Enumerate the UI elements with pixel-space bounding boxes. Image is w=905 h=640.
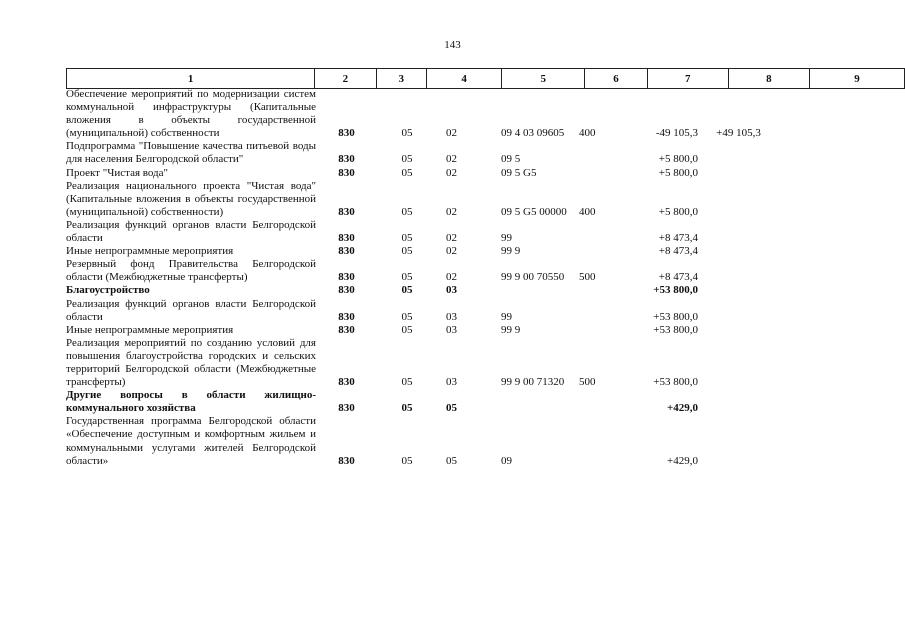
row-ved-cell: 830	[338, 153, 355, 166]
row-csr-cell: 09 5 G5 00000	[501, 205, 567, 218]
row-vr-cell	[574, 140, 617, 166]
row-rz-cell: 05	[401, 454, 413, 467]
row-change-cell: +5 800,0	[658, 153, 698, 166]
row-name-cell: Подпрограмма "Повышение качества питьевой воды для населения Белгородской области"	[66, 140, 316, 166]
table-row	[66, 140, 874, 166]
row-csr-cell: 99 9 00 71320	[501, 376, 565, 389]
row-change-cell: +8 473,4	[658, 232, 698, 245]
header-col-6: 6	[585, 69, 647, 89]
row-empty-cell	[779, 337, 874, 389]
row-csr-cell: 99 9 00 70550	[501, 271, 565, 284]
row-csr-cell: 09 5	[501, 153, 521, 166]
row-rz-cell: 05	[401, 376, 413, 389]
row-pr-cell: 02	[446, 245, 457, 258]
header-col-3: 3	[376, 69, 426, 89]
row-name-cell: Реализация национального проекта "Чистая вода" (Капитальные вложения в объекты государственной (муниципальной) собственности)	[66, 179, 316, 218]
row-change2-cell	[698, 219, 779, 245]
row-empty-cell	[779, 324, 874, 337]
row-csr-cell: 99	[501, 310, 512, 323]
row-csr-cell: 09	[501, 454, 512, 467]
row-pr-cell: 02	[446, 271, 457, 284]
row-pr-cell: 05	[446, 454, 457, 467]
row-pr-cell: 02	[446, 153, 457, 166]
table-row	[66, 337, 874, 389]
table-row	[66, 284, 874, 297]
table-row	[66, 219, 874, 245]
row-vr-cell: 500	[579, 376, 596, 389]
row-change2-cell	[698, 245, 779, 258]
row-vr-cell	[574, 245, 617, 258]
header-col-8: 8	[728, 69, 809, 89]
row-csr-cell: 99	[501, 232, 512, 245]
header-col-4: 4	[427, 69, 502, 89]
row-ved-cell: 830	[338, 454, 355, 467]
page-number: 143	[444, 39, 461, 51]
table-row	[66, 389, 874, 415]
row-empty-cell	[779, 258, 874, 284]
row-change2-cell	[698, 415, 779, 467]
row-name-cell: Иные непрограммные мероприятия	[66, 245, 234, 258]
row-change-cell: +8 473,4	[658, 245, 698, 258]
row-vr-cell	[574, 298, 617, 324]
row-name-cell: Реализация функций органов власти Белгородской области	[66, 218, 316, 245]
row-change-cell: +429,0	[666, 402, 698, 415]
row-name-cell: Другие вопросы в области жилищно-коммунального хозяйства	[66, 389, 316, 415]
row-change2-cell: +49 105,3	[716, 127, 761, 140]
table-row	[66, 298, 874, 324]
row-pr-cell: 02	[446, 205, 457, 218]
row-vr-cell: 400	[579, 205, 596, 218]
row-empty-cell	[779, 219, 874, 245]
row-empty-cell	[779, 245, 874, 258]
budget-table	[66, 88, 874, 468]
table-row	[66, 415, 874, 467]
table-row	[66, 245, 874, 258]
row-empty-cell	[779, 88, 874, 140]
row-change2-cell	[698, 180, 779, 219]
row-csr-cell	[480, 284, 574, 297]
row-change-cell: +53 800,0	[653, 323, 698, 336]
header-col-9: 9	[809, 69, 904, 89]
row-ved-cell: 830	[338, 310, 355, 323]
row-ved-cell: 830	[338, 323, 355, 336]
row-change-cell: +5 800,0	[658, 166, 698, 179]
header-col-7: 7	[647, 69, 728, 89]
row-pr-cell: 03	[446, 376, 457, 389]
row-pr-cell: 02	[446, 232, 457, 245]
row-rz-cell: 05	[401, 323, 413, 336]
table-row	[66, 180, 874, 219]
row-change2-cell	[698, 258, 779, 284]
row-csr-cell	[480, 389, 574, 415]
row-ved-cell: 830	[338, 166, 355, 179]
row-change2-cell	[698, 167, 779, 180]
row-change2-cell	[698, 337, 779, 389]
row-rz-cell: 05	[401, 232, 413, 245]
row-vr-cell	[574, 389, 617, 415]
row-csr-cell: 99 9	[501, 323, 521, 336]
row-vr-cell	[574, 284, 617, 297]
row-ved-cell: 830	[338, 232, 355, 245]
row-rz-cell: 05	[401, 310, 413, 323]
row-empty-cell	[779, 389, 874, 415]
row-change-cell: +429,0	[667, 454, 698, 467]
header-col-1: 1	[67, 69, 315, 89]
row-vr-cell: 500	[579, 271, 596, 284]
row-change2-cell	[698, 284, 779, 297]
row-change-cell: +5 800,0	[658, 205, 698, 218]
row-name-cell: Реализация функций органов власти Белгородской области	[66, 297, 316, 323]
row-change-cell: +53 800,0	[653, 284, 698, 297]
header-col-2: 2	[315, 69, 376, 89]
row-rz-cell: 05	[401, 205, 413, 218]
row-rz-cell: 05	[401, 271, 413, 284]
row-rz-cell: 05	[401, 284, 413, 297]
row-pr-cell: 03	[446, 310, 457, 323]
table-row	[66, 167, 874, 180]
row-vr-cell	[574, 324, 617, 337]
table-row	[66, 324, 874, 337]
row-name-cell: Государственная программа Белгородской области «Обеспечение доступным и комфортным жильем и коммунальными услугами жителей Белгородской области»	[66, 415, 316, 467]
row-name-cell: Резервный фонд Правительства Белгородской области (Межбюджетные трансферты)	[66, 258, 316, 284]
row-change-cell: +53 800,0	[653, 376, 698, 389]
row-csr-cell: 09 4 03 09605	[501, 127, 565, 140]
row-empty-cell	[779, 415, 874, 467]
row-rz-cell: 05	[401, 166, 413, 179]
row-empty-cell	[779, 180, 874, 219]
row-name-cell: Иные непрограммные мероприятия	[66, 323, 234, 336]
row-change-cell: +8 473,4	[658, 271, 698, 284]
row-name-cell: Проект "Чистая вода"	[66, 166, 169, 179]
row-empty-cell	[779, 140, 874, 166]
row-rz-cell: 05	[401, 402, 413, 415]
row-vr-cell	[574, 219, 617, 245]
row-pr-cell: 02	[446, 166, 457, 179]
row-rz-cell: 05	[401, 245, 413, 258]
row-change2-cell	[698, 298, 779, 324]
row-empty-cell	[779, 298, 874, 324]
table-header	[66, 68, 905, 89]
row-ved-cell: 830	[338, 127, 355, 140]
table-row	[66, 88, 874, 140]
row-change-cell: +53 800,0	[653, 310, 698, 323]
table-row	[66, 258, 874, 284]
row-vr-cell	[574, 415, 617, 467]
row-vr-cell	[574, 167, 617, 180]
row-pr-cell: 02	[446, 127, 457, 140]
row-empty-cell	[779, 284, 874, 297]
row-name-cell: Обеспечение мероприятий по модернизации систем коммунальной инфраструктуры (Капитальные вложения в объекты государственной (муниципальной) собственности	[66, 88, 316, 140]
row-csr-cell: 09 5 G5	[501, 166, 537, 179]
row-pr-cell: 03	[446, 323, 457, 336]
row-rz-cell: 05	[401, 153, 413, 166]
row-change2-cell	[698, 140, 779, 166]
row-ved-cell: 830	[338, 402, 355, 415]
row-name-cell: Реализация мероприятий по созданию условий для повышения благоустройства городских и сельских территорий Белгородской области (Межбюджетные трансферты)	[66, 336, 316, 389]
row-name-cell: Благоустройство	[66, 284, 150, 297]
row-vr-cell: 400	[579, 127, 596, 140]
row-ved-cell: 830	[338, 284, 355, 297]
row-pr-cell: 03	[446, 284, 457, 297]
row-empty-cell	[779, 167, 874, 180]
row-csr-cell: 99 9	[501, 245, 521, 258]
row-ved-cell: 830	[338, 271, 355, 284]
row-change2-cell	[698, 324, 779, 337]
row-ved-cell: 830	[338, 245, 355, 258]
row-ved-cell: 830	[338, 376, 355, 389]
row-rz-cell: 05	[401, 127, 413, 140]
row-change-cell: -49 105,3	[655, 127, 698, 140]
row-ved-cell: 830	[338, 205, 355, 218]
header-col-5: 5	[502, 69, 585, 89]
row-pr-cell: 05	[446, 402, 457, 415]
row-change2-cell	[698, 389, 779, 415]
header-row	[67, 69, 905, 89]
